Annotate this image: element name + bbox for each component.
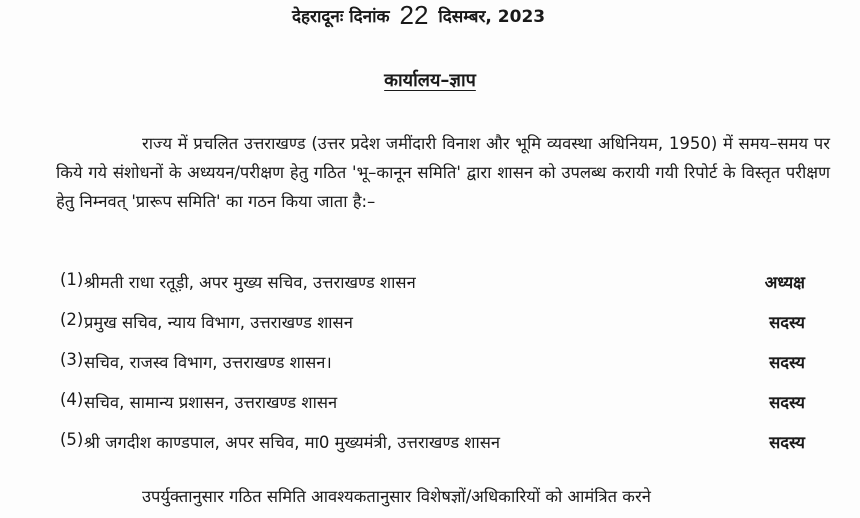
member-role: सदस्य xyxy=(769,313,805,332)
member-row xyxy=(60,430,805,470)
member-number: (4) xyxy=(60,390,84,409)
member-row xyxy=(60,350,805,390)
closing-paragraph: उपर्युक्तानुसार गठित समिति आवश्यकतानुसार विशेषज्ञों/अधिकारियों को आमंत्रित करने xyxy=(142,487,651,506)
member-number: (5) xyxy=(60,430,84,449)
member-number: (1) xyxy=(60,270,84,289)
document-title: कार्यालय–ज्ञाप xyxy=(384,70,476,91)
member-number: (2) xyxy=(60,310,84,329)
member-description: सचिव, सामान्य प्रशासन, उत्तराखण्ड शासन xyxy=(84,393,338,412)
member-role: सदस्य xyxy=(769,433,805,452)
member-row xyxy=(60,310,805,350)
member-description: प्रमुख सचिव, न्याय विभाग, उत्तराखण्ड शासन xyxy=(84,313,353,332)
member-description: श्रीमती राधा रतूड़ी, अपर मुख्य सचिव, उत्तराखण्ड शासन xyxy=(84,273,416,292)
member-role: सदस्य xyxy=(769,393,805,412)
date-prefix: देहरादूनः दिनांक xyxy=(292,7,390,27)
date-line xyxy=(292,0,545,29)
member-description: सचिव, राजस्व विभाग, उत्तराखण्ड शासन। xyxy=(84,353,332,372)
date-suffix: दिसम्बर, 2023 xyxy=(438,7,546,27)
member-row xyxy=(60,270,805,310)
intro-paragraph: राज्य में प्रचलित उत्तराखण्ड (उत्तर प्रदेश जमींदारी विनाश और भूमि व्यवस्था अधिनियम, 1950) में समय–समय पर किये गये संशोधनों के अध्ययन/परीक्षण हेतु गठित 'भू–कानून समिति' द्वारा शासन को उपलब्ध करायी गयी रिपोर्ट के विस्तृत परीक्षण हेतु निम्नवत् 'प्रारूप समिति' का गठन किया जाता है:– xyxy=(56,134,830,211)
member-number: (3) xyxy=(60,350,84,369)
member-description: श्री जगदीश काण्डपाल, अपर सचिव, मा0 मुख्यमंत्री, उत्तराखण्ड शासन xyxy=(84,433,501,452)
member-row xyxy=(60,390,805,430)
date-day: 22 xyxy=(399,0,429,30)
member-role: अध्यक्ष xyxy=(764,273,805,292)
member-list xyxy=(60,270,805,470)
member-role: सदस्य xyxy=(769,353,805,372)
